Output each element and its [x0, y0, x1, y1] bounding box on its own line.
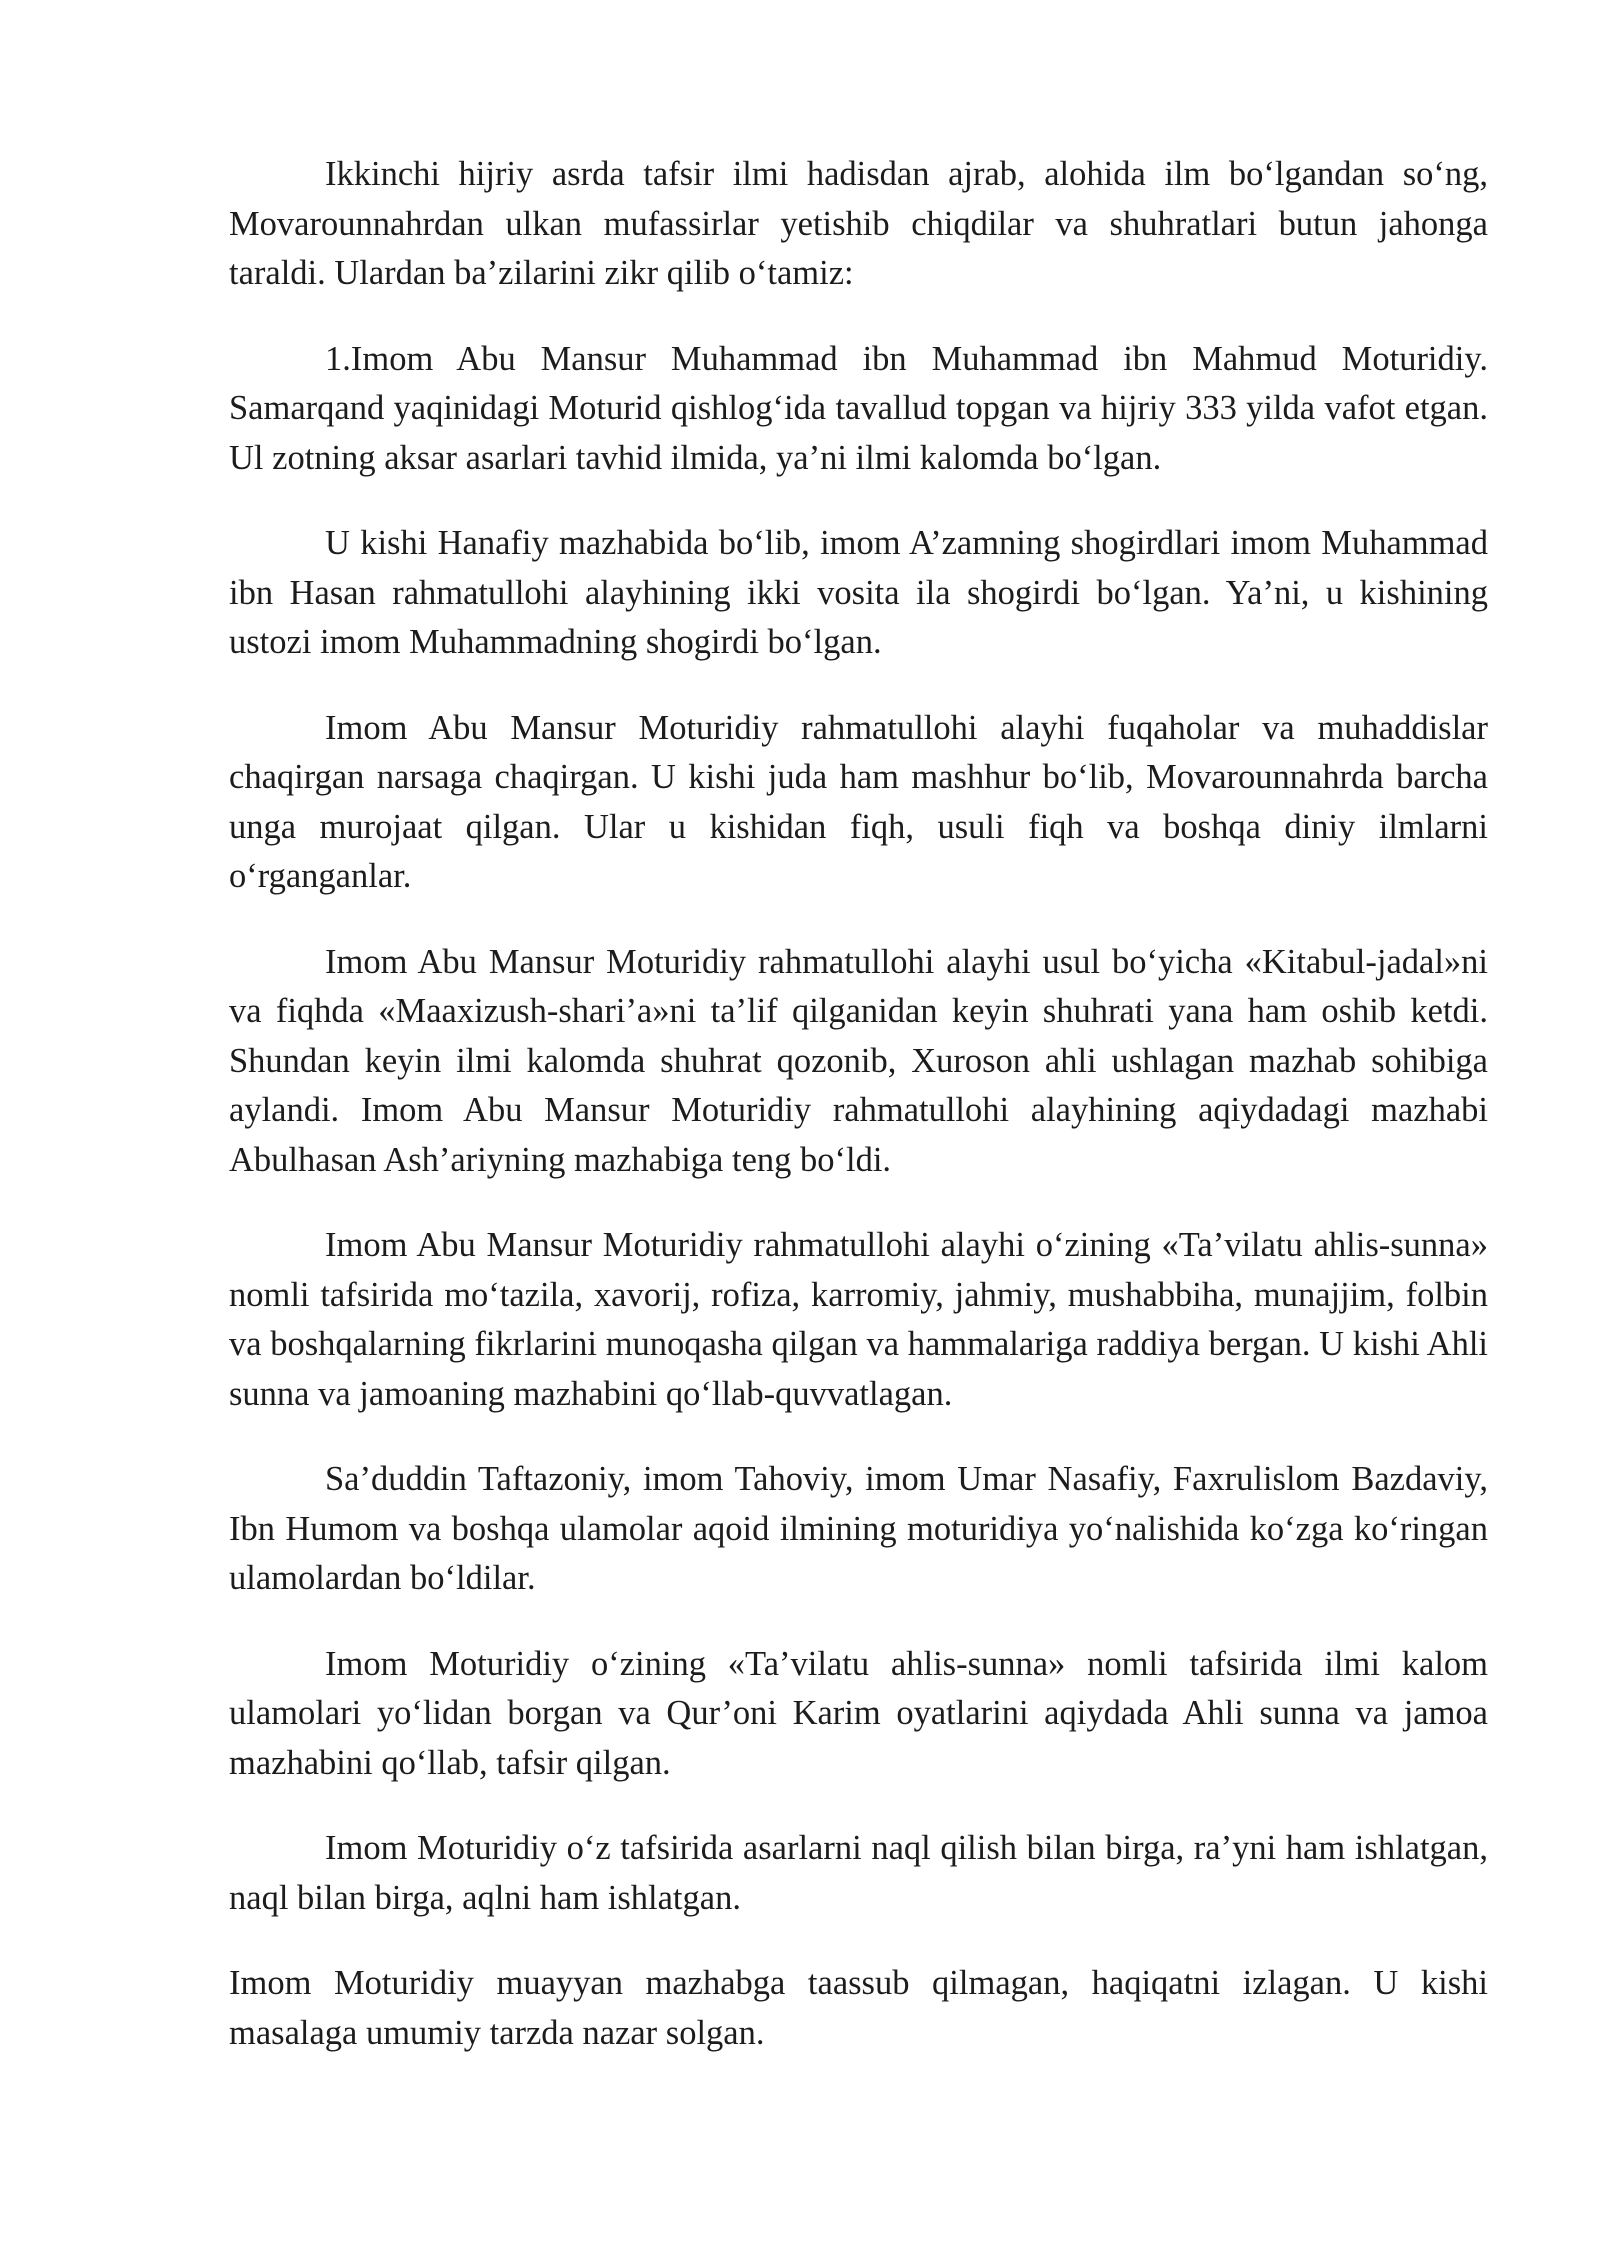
paragraph-hanafiy: U kishi Hanafiy mazhabida boʻlib, imom A’zamning shogirdlari imom Muhammad ibn Hasan rahmatullohi alayhining ikki vosita ila shogirdi boʻlgan. Ya’ni, u kishining ustozi imom Muhammadning shogirdi boʻlgan. — [229, 524, 1488, 661]
paragraph-kitabul-jadal: Imom Abu Mansur Moturidiy rahmatullohi alayhi usul boʻyicha «Kitabul-jadal»ni va fiqhda «Maaxizush-shari’a»ni ta’lif qilganidan keyin shuhrati yana ham oshib ketdi. Shundan keyin ilmi kalomda shuhrat qozonib, Xuroson ahli ushlagan mazhab sohibiga aylandi. Imom Abu Mansur Moturidiy rahmatullohi alayhining aqiydadagi mazhabi Abulhasan Ash’ariyning mazhabiga teng boʻldi. — [229, 942, 1488, 1179]
paragraph-tavilatu: Imom Abu Mansur Moturidiy rahmatullohi alayhi oʻzining «Ta’vilatu ahlis-sunna» nomli tafsirida moʻtazila, xavorij, rofiza, karromiy, jahmiy, mushabbiha, munajjim, folbin va boshqalarning fikrlarini munoqasha qilgan va hammalariga raddiya bergan. U kishi Ahli sunna va jamoaning mazhabini qoʻllab-quvvatlagan. — [229, 1226, 1488, 1413]
paragraph-fuqaholar: Imom Abu Mansur Moturidiy rahmatullohi alayhi fuqaholar va muhaddislar chaqirgan narsaga chaqirgan. U kishi juda ham mashhur boʻlib, Movarounnahrda barcha unga murojaat qilgan. Ular u kishidan fiqh, usuli fiqh va boshqa diniy ilmlarni oʻrganganlar. — [229, 708, 1488, 895]
paragraph-naql-aql: Imom Moturidiy oʻz tafsirida asarlarni naql qilish bilan birga, ra’yni ham ishlatgan, naql bilan birga, aqlni ham ishlatgan. — [229, 1829, 1488, 1917]
paragraph-ilmi-kalom: Imom Moturidiy oʻzining «Ta’vilatu ahlis-sunna» nomli tafsirida ilmi kalom ulamolari yoʻlidan borgan va Qur’oni Karim oyatlarini aqiydada Ahli sunna va jamoa mazhabini qoʻllab, tafsir qilgan. — [229, 1644, 1488, 1782]
paragraph-taassub: Imom Moturidiy muayyan mazhabga taassub qilmagan, haqiqatni izlagan. U kishi masalaga umumiy tarzda nazar solgan. — [229, 1964, 1488, 2052]
paragraph-ulamolar: Sa’duddin Taftazoniy, imom Tahoviy, imom Umar Nasafiy, Faxrulislom Bazdaviy, Ibn Humom va boshqa ulamolar aqoid ilmining moturidiya yoʻnalishida koʻzga koʻringan ulamolardan boʻldilar. — [229, 1460, 1488, 1597]
paragraph-intro: Ikkinchi hijriy asrda tafsir ilmi hadisdan ajrab, alohida ilm boʻlgandan soʻng, Movarounnahrdan ulkan mufassirlar yetishib chiqdilar va shuhratlari butun jahonga taraldi. Ulardan ba’zilarini zikr qilib oʻtamiz: — [229, 155, 1488, 292]
paragraph-moturidiy-bio: 1.Imom Abu Mansur Muhammad ibn Muhammad ibn Mahmud Moturidiy. Samarqand yaqinidagi Moturid qishlogʻida tavallud topgan va hijriy 333 yilda vafot etgan. Ul zotning aksar asarlari tavhid ilmida, ya’ni ilmi kalomda boʻlgan. — [229, 339, 1488, 477]
